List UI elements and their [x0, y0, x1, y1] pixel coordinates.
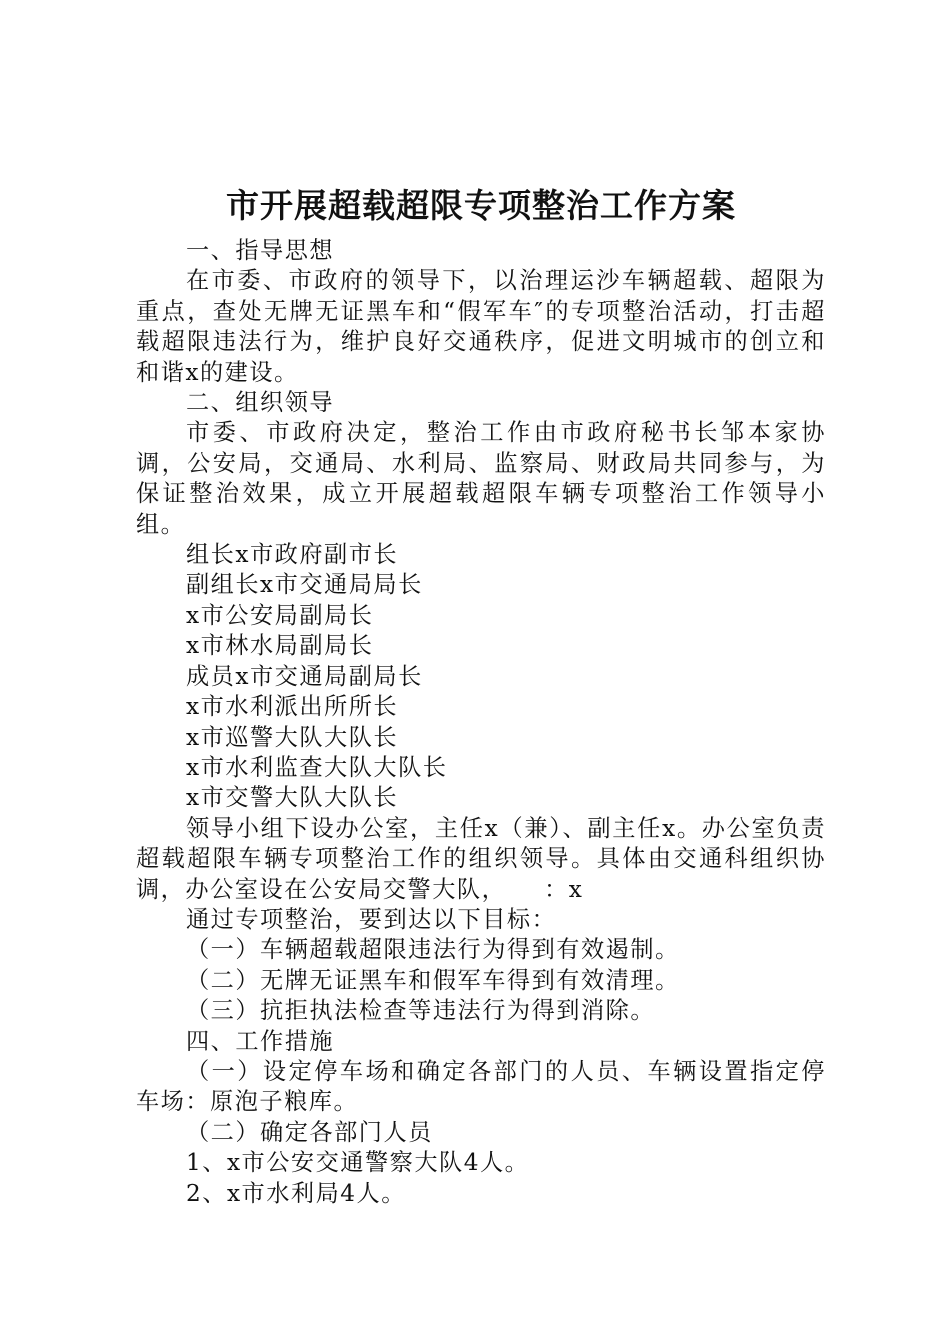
member-line: x市林水局副局长: [186, 632, 374, 660]
paragraph-office: 领导小组下设办公室，主任x（兼）、副主任x。办公室负责超载超限车辆专项整治工作的组织领导。具体由交通科组织协调，办公室设在公安局交警大队， ：x: [136, 814, 826, 903]
section-heading-measures: 四、工作措施: [186, 1027, 335, 1055]
member-line: x市水利派出所所长: [186, 693, 399, 721]
member-line-leader: 组长x市政府副市长: [186, 541, 399, 569]
document-title: 市开展超载超限专项整治工作方案: [226, 186, 736, 225]
member-line-deputy-leader: 副组长x市交通局局长: [186, 571, 423, 599]
document-body: [136, 236, 826, 1209]
goal-item: （二）无牌无证黑车和假军车得到有效清理。: [186, 966, 680, 994]
member-line: x市水利监查大队大队长: [186, 753, 448, 781]
goal-item: （一）车辆超载超限违法行为得到有效遏制。: [186, 936, 680, 964]
section-heading-organization: 二、组织领导: [186, 389, 335, 417]
measure-item: （二）确定各部门人员: [186, 1118, 433, 1146]
paragraph-guiding-ideology: 在市委、市政府的领导下，以治理运沙车辆超载、超限为重点，查处无牌无证黑车和“假军车″的专项整治活动，打击超载超限违法行为，维护良好交通秩序，促进文明城市的创立和和谐x的建设。: [136, 267, 826, 386]
member-line-members: 成员x市交通局副局长: [186, 662, 423, 690]
staff-item: 1、x市公安交通警察大队4人。: [186, 1149, 530, 1177]
document-page: [136, 180, 826, 1209]
paragraph-goals-intro: 通过专项整治，要到达以下目标：: [186, 905, 557, 933]
member-line: x市巡警大队大队长: [186, 723, 399, 751]
paragraph-organization: 市委、市政府决定，整治工作由市政府秘书长邹本家协调，公安局，交通局、水利局、监察局、财政局共同参与，为保证整治效果，成立开展超载超限车辆专项整治工作领导小组。: [136, 419, 826, 538]
member-line: x市交警大队大队长: [186, 784, 399, 812]
goal-item: （三）抗拒执法检查等违法行为得到消除。: [186, 997, 656, 1025]
staff-item: 2、x市水利局4人。: [186, 1179, 406, 1207]
member-line: x市公安局副局长: [186, 601, 374, 629]
measure-item: （一）设定停车场和确定各部门的人员、车辆设置指定停车场：原泡子粮库。: [136, 1057, 826, 1116]
section-heading-guiding-ideology: 一、指导思想: [186, 237, 335, 264]
